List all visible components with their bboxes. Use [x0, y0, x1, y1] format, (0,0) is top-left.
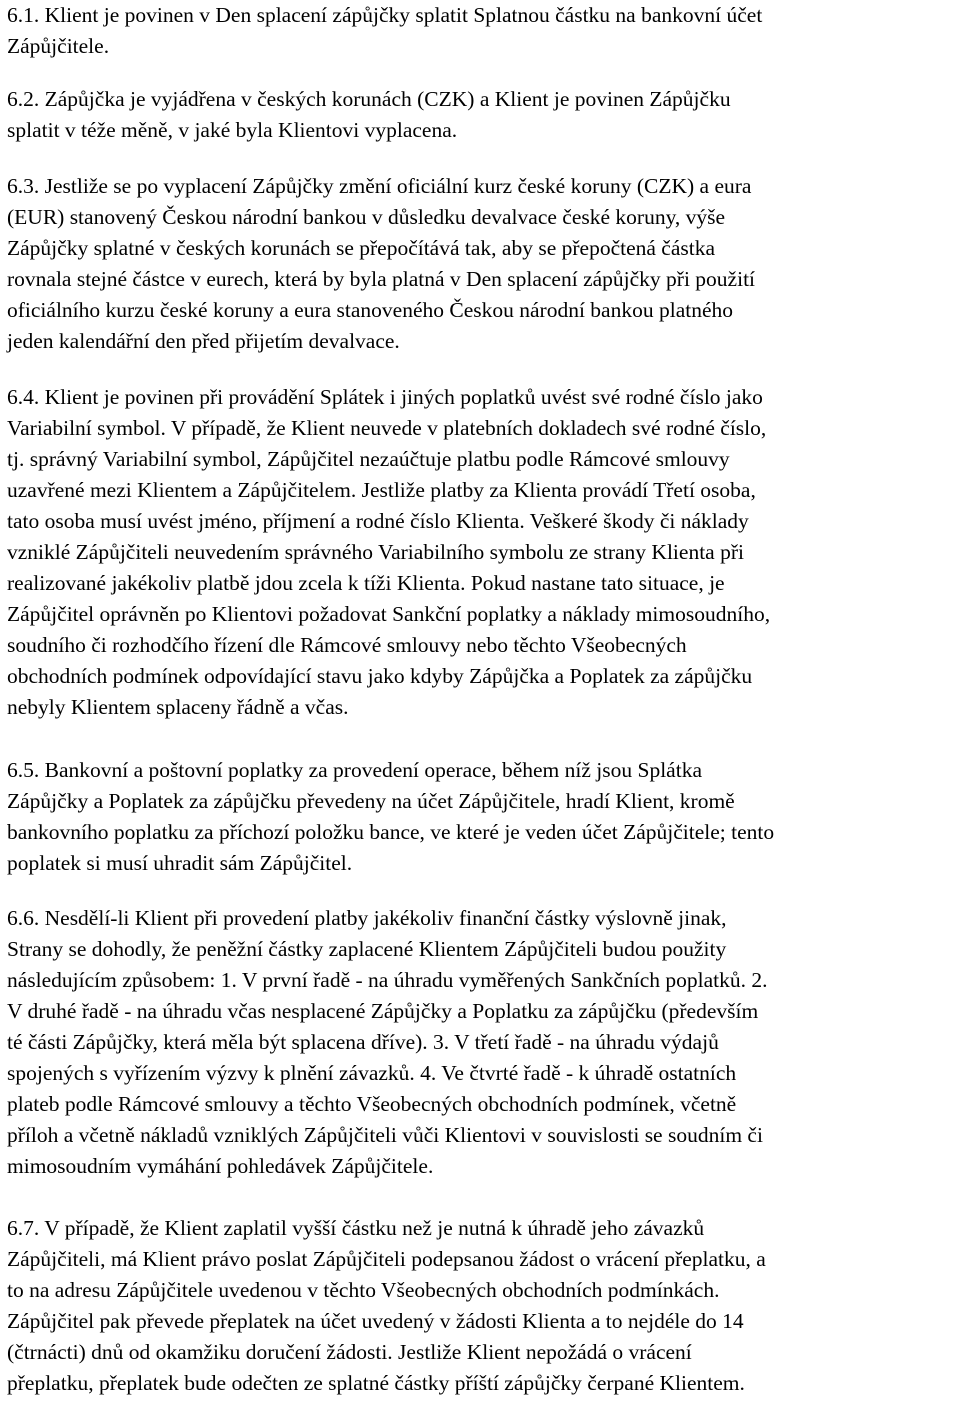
- text-line: nebyly Klientem splaceny řádně a včas.: [7, 695, 349, 719]
- text-line: Strany se dohodly, že peněžní částky zaplacené Klientem Zápůjčiteli budou použity: [7, 937, 727, 961]
- text-line: mimosoudním vymáhání pohledávek Zápůjčitele.: [7, 1154, 434, 1178]
- text-line: 6.3. Jestliže se po vyplacení Zápůjčky změní oficiální kurz české koruny (CZK) a eura: [7, 174, 752, 198]
- text-line: 6.1. Klient je povinen v Den splacení zápůjčky splatit Splatnou částku na bankovní účet: [7, 3, 763, 27]
- paragraph-6-3: [7, 171, 755, 357]
- text-line: spojených s vyřízením výzvy k plnění závazků. 4. Ve čtvrté řadě - k úhradě ostatních: [7, 1061, 737, 1085]
- text-line: Zápůjčky splatné v českých korunách se přepočítává tak, aby se přepočtená částka: [7, 236, 716, 260]
- text-line: té části Zápůjčky, která měla být splacena dříve). 3. V třetí řadě - na úhradu výdajů: [7, 1030, 719, 1054]
- text-line: obchodních podmínek odpovídající stavu jako kdyby Zápůjčka a Poplatek za zápůjčku: [7, 664, 753, 688]
- paragraph-6-6: [7, 903, 767, 1182]
- text-line: bankovního poplatku za příchozí položku bance, ve které je veden účet Zápůjčitele; tento: [7, 820, 775, 844]
- text-line: 6.4. Klient je povinen při provádění Splátek i jiných poplatků uvést své rodné číslo jako: [7, 385, 763, 409]
- text-line: V druhé řadě - na úhradu včas nesplacené Zápůjčky a Poplatku za zápůjčku (především: [7, 999, 759, 1023]
- text-line: realizované jakékoliv platbě jdou zcela k tíži Klienta. Pokud nastane tato situace, je: [7, 571, 725, 595]
- text-line: Zápůjčitele.: [7, 34, 110, 58]
- text-line: soudního či rozhodčího řízení dle Rámcové smlouvy nebo těchto Všeobecných: [7, 633, 687, 657]
- paragraph-6-2: [7, 84, 731, 146]
- text-line: Zápůjčiteli, má Klient právo poslat Zápůjčiteli podepsanou žádost o vrácení přeplatku, a: [7, 1247, 766, 1271]
- text-line: vzniklé Zápůjčiteli neuvedením správného Variabilního symbolu ze strany Klienta při: [7, 540, 744, 564]
- paragraph-6-1: [7, 0, 762, 62]
- text-line: tj. správný Variabilní symbol, Zápůjčitel nezaúčtuje platbu podle Rámcové smlouvy: [7, 447, 730, 471]
- text-line: Zápůjčitel oprávněn po Klientovi požadovat Sankční poplatky a náklady mimosoudního,: [7, 602, 771, 626]
- text-line: 6.7. V případě, že Klient zaplatil vyšší částku než je nutná k úhradě jeho závazků: [7, 1216, 705, 1240]
- text-line: to na adresu Zápůjčitele uvedenou v těchto Všeobecných obchodních podmínkách.: [7, 1278, 720, 1302]
- text-line: tato osoba musí uvést jméno, příjmení a rodné číslo Klienta. Veškeré škody či náklady: [7, 509, 749, 533]
- text-line: (čtrnácti) dnů od okamžiku doručení žádosti. Jestliže Klient nepožádá o vrácení: [7, 1340, 692, 1364]
- text-line: Zápůjčky a Poplatek za zápůjčku převedeny na účet Zápůjčitele, hradí Klient, kromě: [7, 789, 735, 813]
- text-line: 6.5. Bankovní a poštovní poplatky za provedení operace, během níž jsou Splátka: [7, 758, 702, 782]
- text-line: poplatek si musí uhradit sám Zápůjčitel.: [7, 851, 353, 875]
- text-line: Zápůjčitel pak převede přeplatek na účet uvedený v žádosti Klienta a to nejdéle do 14: [7, 1309, 744, 1333]
- paragraph-6-5: [7, 755, 774, 879]
- text-line: rovnala stejné částce v eurech, která by byla platná v Den splacení zápůjčky při použití: [7, 267, 756, 291]
- text-line: 6.6. Nesdělí-li Klient při provedení platby jakékoliv finanční částky výslovně jinak,: [7, 906, 727, 930]
- paragraph-6-4: [7, 382, 770, 723]
- text-line: (EUR) stanovený Českou národní bankou v důsledku devalvace české koruny, výše: [7, 205, 726, 229]
- text-line: jeden kalendářní den před přijetím devalvace.: [7, 329, 400, 353]
- text-line: Variabilní symbol. V případě, že Klient neuvede v platebních dokladech své rodné číslo,: [7, 416, 767, 440]
- text-line: oficiálního kurzu české koruny a eura stanoveného Českou národní bankou platného: [7, 298, 734, 322]
- text-line: následujícím způsobem: 1. V první řadě - na úhradu vyměřených Sankčních poplatků. 2.: [7, 968, 768, 992]
- text-line: splatit v téže měně, v jaké byla Klientovi vyplacena.: [7, 118, 458, 142]
- text-line: přeplatku, přeplatek bude odečten ze splatné částky příští zápůjčky čerpané Klientem.: [7, 1371, 745, 1395]
- text-line: plateb podle Rámcové smlouvy a těchto Všeobecných obchodních podmínek, včetně: [7, 1092, 737, 1116]
- paragraph-6-7: [7, 1213, 766, 1399]
- text-line: příloh a včetně nákladů vzniklých Zápůjčiteli vůči Klientovi v souvislosti se soudním či: [7, 1123, 763, 1147]
- text-line: 6.2. Zápůjčka je vyjádřena v českých korunách (CZK) a Klient je povinen Zápůjčku: [7, 87, 731, 111]
- text-line: uzavřené mezi Klientem a Zápůjčitelem. Jestliže platby za Klienta provádí Třetí osoba,: [7, 478, 756, 502]
